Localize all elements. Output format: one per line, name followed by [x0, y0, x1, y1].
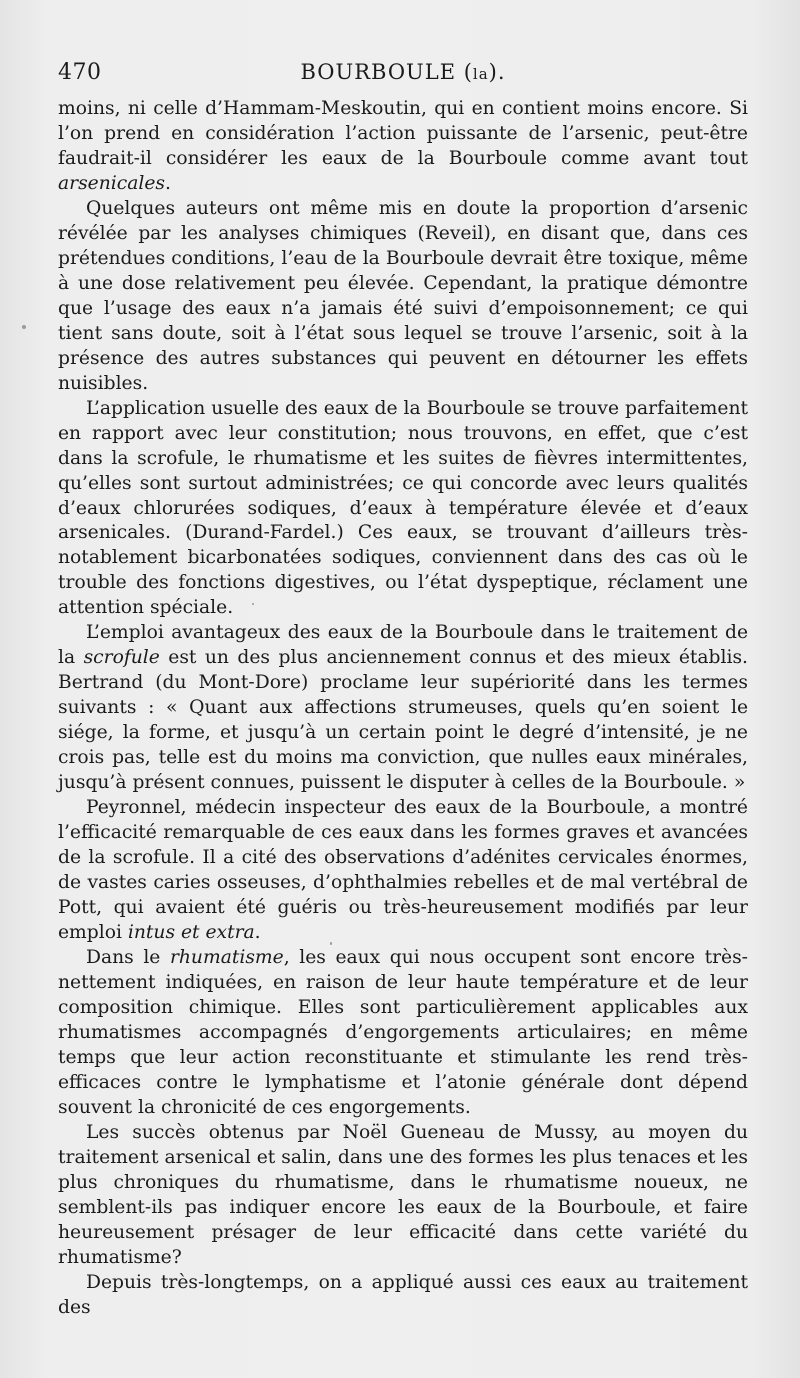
running-head-close: ). [488, 60, 506, 84]
running-head-open: ( [456, 60, 473, 84]
paragraph [58, 1271, 748, 1321]
running-head [58, 60, 748, 84]
paragraph [58, 197, 748, 397]
italic-run: scrofule [83, 647, 160, 669]
running-head-small: la [472, 65, 489, 83]
paper-speck [330, 942, 332, 945]
body-text [58, 97, 748, 1320]
paper-speck [252, 603, 254, 605]
text-run: L’emploi avantageux des eaux de la Bourboule dans le traitement de la [58, 622, 748, 669]
text-run: moins, ni celle d’Hammam-Meskoutin, qui en contient moins encore. Si l’on prend en considération l’action puissante de l’arsenic, peut-être faudrait-il considérer les eaux de la Bourboule comme avant tout [58, 98, 748, 169]
text-run: Quelques auteurs ont même mis en doute la proportion d’arsenic révélée par les analyses chimiques (Reveil), en disant que, dans ces prétendues conditions, l’eau de la Bourboule devrait être toxique, même à une dose relativement peu élevée. Cependant, la pratique démontre que l’usage des eaux n’a jamais été suivi d’empoisonnement; ce qui tient sans doute, soit à l’état sous lequel se trouve l’arsenic, soit à la présence des autres substances qui peuvent en détourner les effets nuisibles. [58, 197, 748, 394]
paragraph [58, 946, 748, 1121]
page-header [58, 60, 748, 92]
paragraph [58, 1121, 748, 1271]
paragraph [58, 796, 748, 946]
text-run: Dans le [86, 946, 170, 968]
page-number: 470 [58, 60, 102, 85]
text-run: est un des plus anciennement connus et des mieux établis. Bertrand (du Mont-Dore) proclame leur supériorité dans les termes suivants : « Quant aux affections strumeuses, quels qu’en soient le siége, la forme, et jusqu’à un certain point le degré d’intensité, je ne crois pas, telle est du moins ma conviction, que nulles eaux minérales, jusqu’à présent connues, puissent le disputer à celles de la Bourboule. » [58, 647, 748, 794]
text-run: Les succès obtenus par Noël Gueneau de Mussy, au moyen du traitement arsenical et salin, dans une des formes les plus tenaces et les plus chroniques du rhumatisme, dans le rhumatisme noueux, ne semblent-ils pas indiquer encore les eaux de la Bourboule, et faire heureusement présager de leur efficacité dans cette variété du rhumatisme? [58, 1121, 748, 1268]
text-run: , les eaux qui nous occupent sont encore très-nettement indiquées, en raison de leur haute température et de leur composition chimique. Elles sont particulièrement applicables aux rhumatismes accompagnés d’engorgements articulaires; en même temps que leur action reconstituante et stimulante les rend très-efficaces contre le lymphatisme et l’atonie générale dont dépend souvent la chronicité de ces engorgements. [58, 946, 748, 1118]
italic-run: arsenicales [58, 172, 165, 194]
italic-run: intus et extra [127, 921, 255, 943]
text-run: L’application usuelle des eaux de la Bourboule se trouve parfaitement en rapport avec leur constitution; nous trouvons, en effet, que c’est dans la scrofule, le rhumatisme et les suites de fièvres intermittentes, qu’elles sont surtout administrées; ce qui concorde avec leurs qualités d’eaux chlorurées sodiques, d’eaux à température élevée et d’eaux arsenicales. (Durand-Fardel.) Ces eaux, se trouvant d’ailleurs très-notablement bicarbonatées sodiques, conviennent dans des cas où le trouble des fonctions digestives, ou l’état dyspeptique, réclament une attention spéciale. [58, 397, 748, 619]
text-run: Peyronnel, médecin inspecteur des eaux de la Bourboule, a montré l’efficacité remarquable de ces eaux dans les formes graves et avancées de la scrofule. Il a cité des observations d’adénites cervicales énormes, de vastes caries osseuses, d’ophthalmies rebelles et de mal vertébral de Pott, qui avaient été guéris ou très-heureusement modifiés par leur emploi [58, 797, 748, 943]
paragraph [58, 621, 748, 796]
italic-run: rhumatisme [169, 946, 284, 968]
paper-speck [22, 325, 26, 329]
text-run: Depuis très-longtemps, on a appliqué aussi ces eaux au traitement des [58, 1271, 748, 1318]
text-run: . [254, 921, 261, 943]
text-run: . [164, 172, 171, 194]
paragraph [58, 97, 748, 197]
running-head-main: BOURBOULE [300, 60, 457, 84]
paragraph [58, 397, 748, 622]
